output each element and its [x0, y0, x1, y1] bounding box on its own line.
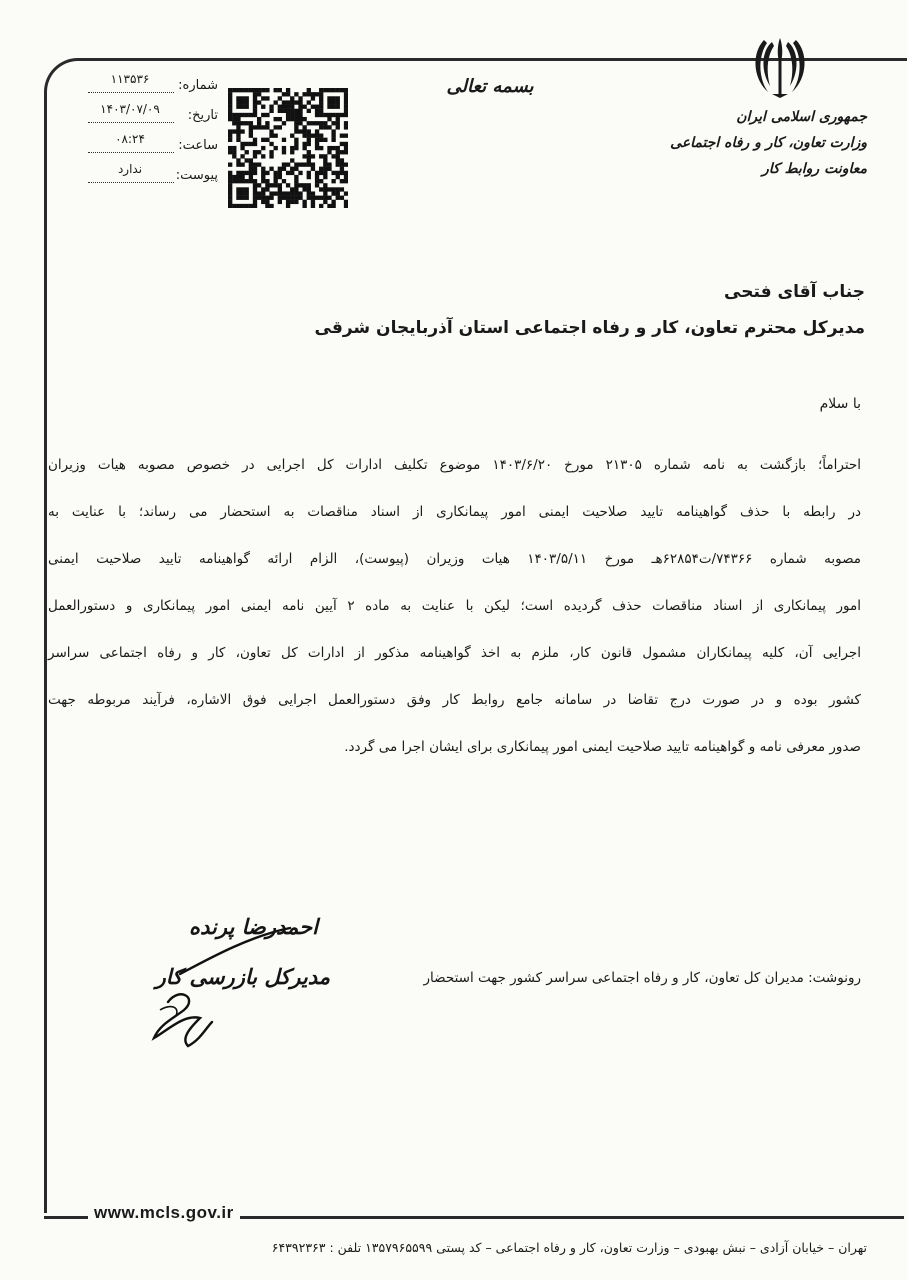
meta-date-row — [88, 102, 218, 132]
attachment-value: ندارد — [117, 162, 143, 176]
body-line: امور پیمانکاری از اسناد مناقصات حذف گردیده است؛ لیکن با عنایت به ماده ۲ آیین نامه ایمنی امور پیمانکاری و دستورالعمل — [48, 598, 861, 614]
footer-address: تهران – خیابان آزادی – نبش بهبودی – وزارت تعاون، کار و رفاه اجتماعی – کد پستی ۱۳۵۷۹۶۵۵۹۹ تلفن : ۶۴۳۹۲۳۶۳ — [271, 1240, 867, 1255]
body-line: صدور معرفی نامه و گواهینامه تایید صلاحیت ایمنی امور پیمانکاری برای ایشان اجرا می گردد. — [344, 739, 861, 755]
addressee-name: جناب آقای فتحی — [724, 282, 865, 302]
iran-emblem-icon — [750, 34, 810, 100]
addressee — [265, 274, 865, 346]
qr-code-icon — [228, 88, 348, 208]
dotted-line — [88, 152, 174, 153]
ministry-line: وزارت تعاون، کار و رفاه اجتماعی — [670, 135, 867, 151]
basmala: بسمه تعالی — [446, 76, 534, 97]
date-value: ۱۴۰۳/۰۷/۰۹ — [100, 102, 160, 116]
meta-attachment-row — [88, 162, 218, 192]
body-line: مصوبه شماره ۷۴۳۶۶/ت۶۲۸۵۴هـ مورخ ۱۴۰۳/۵/۱۱ هیات وزیران (پیوست)، الزام ارائه گواهینامه تایید صلاحیت ایمنی — [48, 551, 862, 567]
meta-time-row — [88, 132, 218, 162]
signatory-name: احمدرضا پرنده — [189, 914, 318, 939]
signatory-title: مدیرکل بازرسی کار — [155, 964, 330, 989]
website-link[interactable]: www.mcls.gov.ir — [88, 1203, 240, 1223]
meta-number-row — [88, 72, 218, 102]
body-line: احتراماً؛ بازگشت به نامه شماره ۲۱۳۰۵ مورخ ۱۴۰۳/۶/۲۰ موضوع تکلیف ادارات کل اجرایی در خصوص مصوبه هیات وزیران — [48, 457, 862, 473]
letter-meta — [88, 72, 218, 192]
ministry-header — [627, 104, 867, 182]
carbon-copy: رونوشت: مدیران کل تعاون، کار و رفاه اجتماعی سراسر کشور جهت استحضار — [423, 970, 861, 986]
addressee-title: مدیرکل محترم تعاون، کار و رفاه اجتماعی استان آذربایجان شرقی — [314, 318, 865, 338]
time-value: ۰۸:۲۴ — [115, 132, 145, 146]
dotted-line — [88, 122, 174, 123]
body-line: در رابطه با حذف گواهینامه تایید صلاحیت ایمنی امور پیمانکاری از اسناد مناقصات به استحضار می رساند؛ با عنایت به — [48, 504, 861, 520]
letter-body — [48, 442, 861, 771]
attachment-label: پیوست: — [175, 168, 218, 183]
body-line: کشور بوده و در صورت درج تقاضا در سامانه جامع روابط کار وفق دستورالعمل اجرایی فوق الاشاره، فرآیند مربوطه جهت — [48, 692, 861, 708]
ministry-line: جمهوری اسلامی ایران — [736, 109, 867, 125]
time-label: ساعت: — [178, 138, 218, 153]
number-label: شماره: — [178, 78, 218, 93]
number-value: ۱۱۳۵۳۶ — [110, 72, 150, 86]
dotted-line — [88, 182, 174, 183]
dotted-line — [88, 92, 174, 93]
greeting: با سلام — [819, 396, 861, 412]
ministry-line: معاونت روابط کار — [762, 161, 867, 177]
signature-block — [140, 906, 330, 1056]
body-line: اجرایی آن، کلیه پیمانکاران مشمول قانون کار، ملزم به اخذ گواهینامه مذکور از ادارات کل تعاون، کار و رفاه اجتماعی سراسر — [48, 645, 861, 661]
date-label: تاریخ: — [187, 108, 218, 123]
